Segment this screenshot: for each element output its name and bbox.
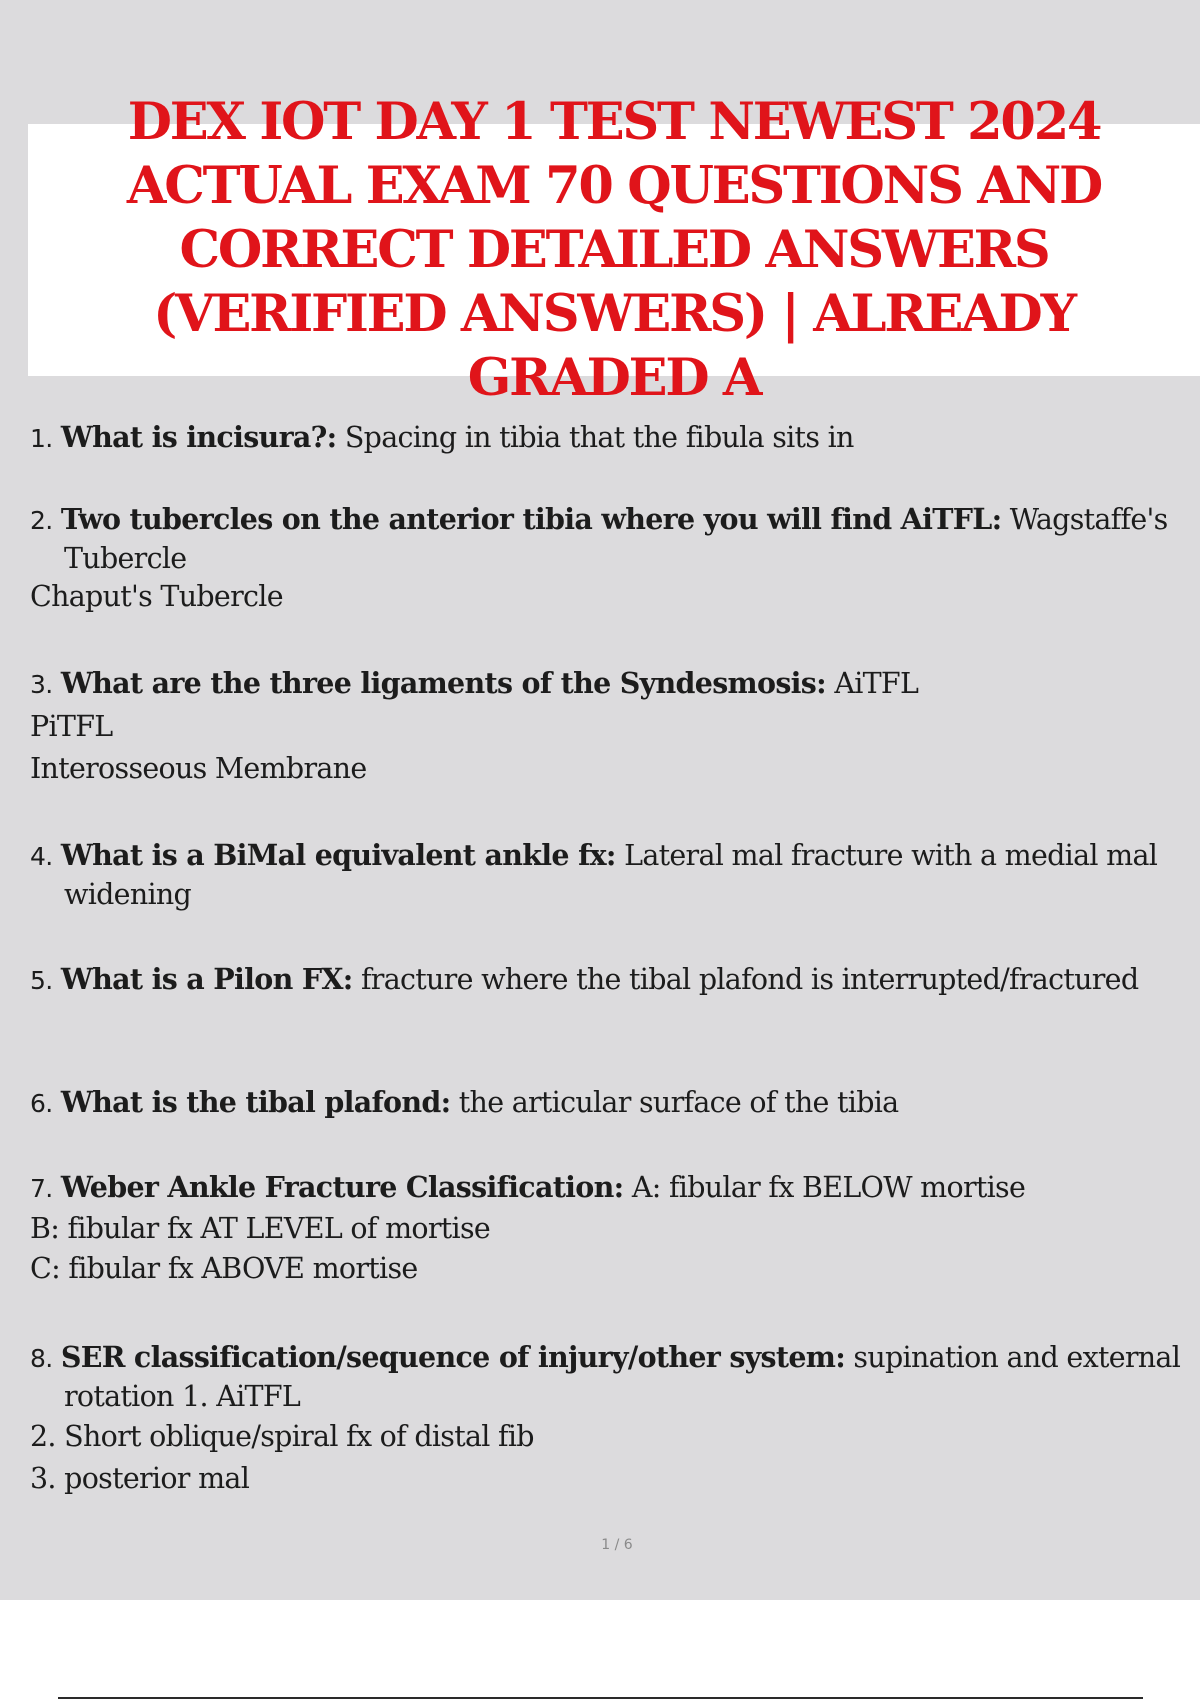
- question-text: SER classification/sequence of injury/other system:: [60, 1340, 846, 1374]
- item-number: 2.: [30, 506, 53, 535]
- answer-continuation: Interosseous Membrane: [30, 752, 367, 785]
- qa-item: [30, 500, 1190, 616]
- answer-text: A: fibular fx BELOW mortise: [631, 1171, 1026, 1204]
- answer-continuation: 2. Short oblique/spiral fx of distal fib: [30, 1420, 534, 1453]
- item-number: 1.: [30, 424, 53, 453]
- qa-first-line: [30, 836, 1190, 914]
- item-number: 7.: [30, 1174, 53, 1203]
- answer-continuation: C: fibular fx ABOVE mortise: [30, 1252, 418, 1285]
- question-text: What are the three ligaments of the Syndesmosis:: [60, 666, 826, 700]
- qa-item: [30, 1168, 1190, 1288]
- qa-item: [30, 1338, 1190, 1498]
- qa-first-line: [30, 960, 1190, 1000]
- answer-text: Spacing in tibia that the fibula sits in: [344, 421, 854, 454]
- question-text: What is a Pilon FX:: [60, 962, 353, 996]
- item-number: 5.: [30, 966, 53, 995]
- qa-item: [30, 1083, 1190, 1123]
- item-number: 6.: [30, 1089, 53, 1118]
- answer-continuation: 3. posterior mal: [30, 1462, 250, 1495]
- item-number: 8.: [30, 1344, 53, 1373]
- answer-text: the articular surface of the tibia: [458, 1086, 899, 1119]
- document-title: DEX IOT DAY 1 TEST NEWEST 2024 ACTUAL EXAM 70 QUESTIONS AND CORRECT DETAILED ANSWERS (VERIFIED ANSWERS) | ALREADY GRADED A: [126, 92, 1102, 408]
- qa-item: [30, 960, 1190, 1000]
- qa-item: [30, 664, 1190, 788]
- answer-text: Wagstaffe's Tubercle: [64, 503, 1168, 575]
- qa-first-line: [30, 500, 1190, 578]
- title-banner: [28, 92, 1200, 408]
- qa-first-line: [30, 418, 1190, 458]
- question-text: Weber Ankle Fracture Classification:: [60, 1170, 624, 1204]
- qa-first-line: [30, 1168, 1190, 1208]
- qa-first-line: [30, 1338, 1190, 1416]
- answer-continuation: Chaput's Tubercle: [30, 580, 283, 613]
- question-text: What is the tibal plafond:: [60, 1085, 451, 1119]
- answer-text: fracture where the tibal plafond is interrupted/fractured: [360, 963, 1139, 996]
- question-text: Two tubercles on the anterior tibia where you will find AiTFL:: [60, 502, 1002, 536]
- qa-item: [30, 418, 1190, 458]
- qa-item: [30, 836, 1190, 914]
- item-number: 3.: [30, 670, 53, 699]
- qa-first-line: [30, 1083, 1190, 1123]
- answer-text: AiTFL: [834, 667, 919, 700]
- qa-first-line: [30, 664, 1190, 704]
- page-divider-rule: [58, 1697, 1143, 1699]
- answer-text: Lateral mal fracture with a medial mal widening: [64, 839, 1158, 911]
- answer-continuation: PiTFL: [30, 710, 113, 743]
- answer-continuation: B: fibular fx AT LEVEL of mortise: [30, 1212, 491, 1245]
- question-text: What is a BiMal equivalent ankle fx:: [60, 838, 616, 872]
- question-text: What is incisura?:: [60, 420, 337, 454]
- answer-text: supination and external rotation 1. AiTFL: [64, 1341, 1181, 1413]
- item-number: 4.: [30, 842, 53, 871]
- next-page-preview: [0, 1600, 1200, 1700]
- page-indicator: 1 / 6: [601, 1537, 633, 1553]
